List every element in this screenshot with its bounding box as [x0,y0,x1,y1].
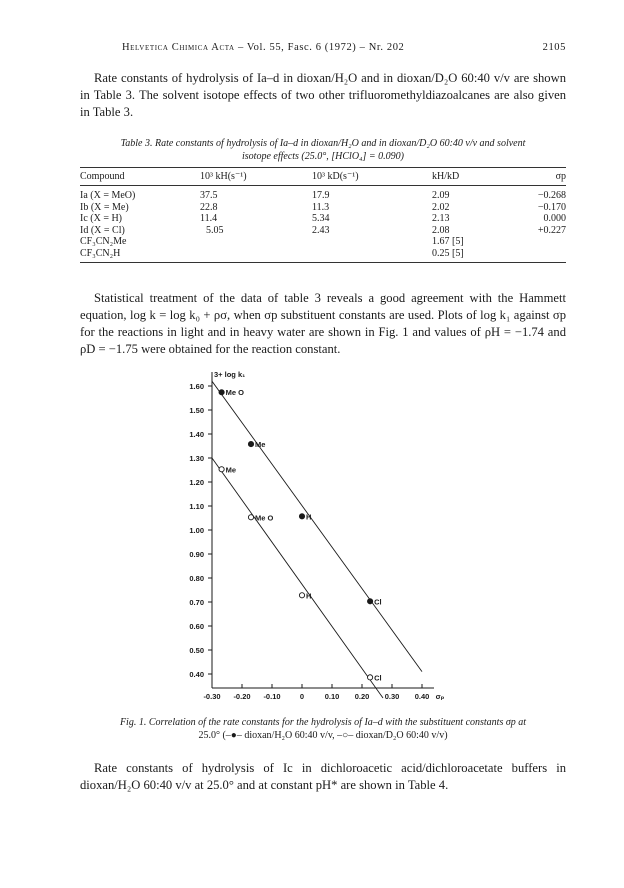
cell: 2.09 [432,190,450,201]
x-tick-label: 0.20 [354,692,370,701]
cell: CF₃CN₂Me [80,236,127,247]
chart-marks [212,381,422,698]
table-row [80,213,566,225]
journal-name: Helvetica Chimica Acta [122,42,235,53]
col-kh: 10³ kH(s⁻¹) [200,168,312,186]
x-tick-label: 0 [299,692,305,701]
x-tick-label: -0.20 [233,692,251,701]
cell: 0.000 [543,213,566,224]
table-row [80,186,566,202]
table-row [80,202,566,214]
h2o-fit-line [212,381,422,671]
chart-axes [189,370,444,701]
h2o-data-point [248,441,253,446]
y-axis-label: 3+ log k₁ [214,370,246,379]
figure1-caption-line2: 25.0° (–●– dioxan/H₂O 60:40 v/v, –○– dioxan/D₂O 60:40 v/v) [198,729,448,741]
paragraph-intro-text: Rate constants of hydrolysis of Ia–d in dioxan/H₂O and in dioxan/D₂O 60:40 v/v are shown in Table 3. The solvent isotope effects of two other trifluoromethyldiazoalcanes are also given in Table 3. [80,71,566,119]
point-label: H [306,512,312,522]
paragraph-hammett [80,290,566,358]
table3-caption-line1: Table 3. Rate constants of hydrolysis of Ia–d in dioxan/H₂O and in dioxan/D₂O 60:40 v/v and solvent [120,138,526,149]
cell: CF₃CN₂H [80,248,200,263]
paragraph-hammett-text: Statistical treatment of the data of table 3 reveals a good agreement with the Hammett equation, log k = log k₀ + ρσ, when σp substituent constants are used. Plots of log k₁ against σp for the reactions in light and in heavy water are shown in Fig. 1 and values of ρH = −1.74 and ρD = −1.75 were obtained for the reaction constant. [80,291,566,356]
cell: +0.227 [537,224,566,236]
paragraph-buffers [80,760,566,794]
table-row [80,236,566,248]
d2o-fit-line [212,458,383,698]
cell [312,236,432,248]
table-row [80,225,566,237]
cell: Ic (X = H) [80,213,123,224]
point-label: Me O [255,513,274,523]
y-tick-label: 1.40 [189,430,204,439]
cell: 2.43 [312,224,330,236]
cell: 17.9 [312,190,330,201]
table-row [80,248,566,263]
cell [200,248,312,263]
col-compound: Compound [80,168,200,186]
table3-caption-line2: isotope effects (25.0°, [HClO₄] = 0.090) [242,150,404,162]
point-label: Me [255,440,266,450]
cell: 11.4 [200,213,218,224]
paragraph-buffers-text: Rate constants of hydrolysis of Ic in dichloroacetic acid/dichloroacetate buffers in dioxan/H₂O 60:40 v/v at 25.0° and at constant pH* are shown in Table 4. [80,761,566,792]
cell: 2.13 [432,213,450,224]
point-label: Me O [225,388,244,398]
x-tick-label: 0.10 [324,692,340,701]
cell: Id (X = Cl) [80,224,125,236]
figure-1-chart [160,368,445,708]
cell: 5.05 [206,224,224,236]
figure1-caption-line1: Fig. 1. Correlation of the rate constants for the hydrolysis of Ia–d with the substituent constants σp at [119,717,527,728]
d2o-data-point [219,467,224,472]
y-tick-label: 0.80 [189,574,204,583]
y-tick-label: 1.60 [189,382,204,391]
cell: −0.170 [537,201,566,213]
y-tick-label: 1.30 [189,454,204,463]
d2o-data-point [368,675,373,680]
cell: 5.34 [312,213,330,224]
h2o-data-point [299,514,304,519]
y-tick-label: 0.70 [189,598,204,607]
cell [200,236,312,248]
h2o-data-point [368,599,373,604]
x-tick-label: 0.30 [384,692,400,701]
y-tick-label: 1.00 [189,526,204,535]
cell: 22.8 [200,201,218,213]
table3-caption [80,138,566,163]
x-tick-label: -0.30 [203,692,221,701]
running-header [122,42,566,53]
y-tick-label: 0.40 [189,670,204,679]
point-label: Cl [374,597,382,607]
journal-volume: – Vol. 55, Fasc. 6 (1972) – Nr. 202 [234,42,405,53]
y-tick-label: 1.50 [189,406,204,415]
h2o-data-point [219,390,224,395]
col-kd: 10³ kD(s⁻¹) [312,168,432,186]
y-tick-label: 1.10 [189,502,204,511]
x-tick-label: 0.40 [414,692,430,701]
table3 [80,167,566,263]
cell: Ia (X = MeO) [80,190,136,201]
paragraph-intro [80,70,566,121]
point-label: H [306,591,312,601]
x-tick-label: -0.10 [263,692,281,701]
d2o-data-point [299,593,304,598]
y-tick-label: 1.20 [189,478,204,487]
cell: Ib (X = Me) [80,201,129,213]
d2o-data-point [248,515,253,520]
x-axis-label: σₚ [435,692,445,701]
col-ratio: kH/kD [432,168,522,186]
cell: 11.3 [312,201,330,213]
y-tick-label: 0.90 [189,550,204,559]
cell: 1.67 [5] [432,236,464,247]
point-label: Me [225,465,237,475]
col-sigma: σp [522,168,566,186]
cell [522,236,566,248]
y-tick-label: 0.60 [189,622,204,631]
point-label: Cl [374,673,382,683]
cell [312,248,432,263]
table-header-row [80,168,566,186]
cell [522,248,566,263]
y-tick-label: 0.50 [189,646,204,655]
cell: 0.25 [5] [432,248,522,263]
cell: 2.08 [432,224,450,236]
cell: 2.02 [432,201,450,213]
page-number: 2105 [542,42,566,53]
cell: 37.5 [200,190,218,201]
cell: −0.268 [537,190,566,201]
figure1-caption [80,717,566,742]
